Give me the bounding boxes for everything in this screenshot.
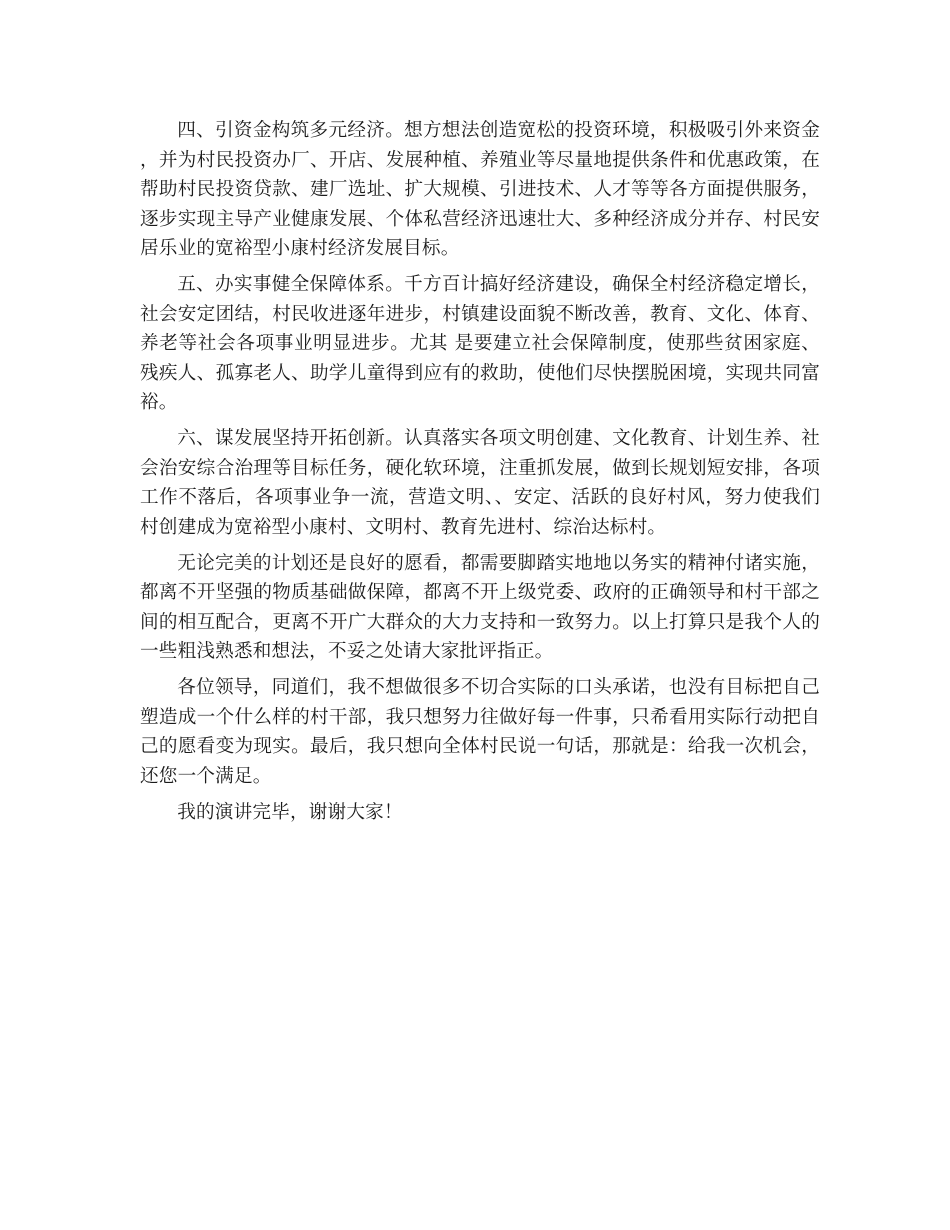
paragraph-closing: 我的演讲完毕，谢谢大家！ (177, 801, 403, 823)
paragraph-appeal: 各位领导，同道们，我不想做很多不切合实际的口头承诺，也没有目标把自己塑造成一个什么样的村干部，我只想努力往做好每一件事，只希看用实际行动把自己的愿看变为现实。最后，我只想向全体村民说一句话，那就是：给我一次机会，还您一个满足。 (140, 677, 820, 787)
paragraph-implementation: 无论完美的计划还是良好的愿看，都需要脚踏实地地以务实的精神付诸实施，都离不开坚强的物质基础做保障，都离不开上级党委、政府的正确领导和村干部之间的相互配合，更离不开广大群众的大力支持和一致努力。以上打算只是我个人的一些粗浅熟悉和想法，不妥之处请大家批评指正。 (140, 552, 820, 662)
paragraph-investment: 四、引资金构筑多元经济。想方想法创造宽松的投资环境，积极吸引外来资金，并为村民投资办厂、开店、发展种植、养殖业等尽量地提供条件和优惠政策，在帮助村民投资贷款、建厂选址、扩大规模、引进技术、人才等等各方面提供服务，逐步实现主导产业健康发展、个体私营经济迅速壮大、多种经济成分并存、村民安居乐业的宽裕型小康村经济发展目标。 (140, 120, 820, 259)
paragraph-social-security: 五、办实事健全保障体系。千方百计搞好经济建设，确保全村经济稳定增长，社会安定团结，村民收进逐年进步，村镇建设面貌不断改善，教育、文化、体育、养老等社会各项事业明显进步。尤其 是要建立社会保障制度，使那些贫困家庭、残疾人、孤寡老人、助学儿童得到应有的救助，使他们尽快摆脱困境，实现共同富裕。 (140, 274, 820, 413)
document-body (140, 116, 820, 834)
paragraph-development: 六、谋发展坚持开拓创新。认真落实各项文明创建、文化教育、计划生养、社会治安综合治理等目标任务，硬化软环境，注重抓发展，做到长规划短安排，各项工作不落后，各项事业争一流，营造文明、、安定、活跃的良好村风，努力使我们村创建成为宽裕型小康村、文明村、教育先进村、综治达标村。 (140, 428, 820, 538)
